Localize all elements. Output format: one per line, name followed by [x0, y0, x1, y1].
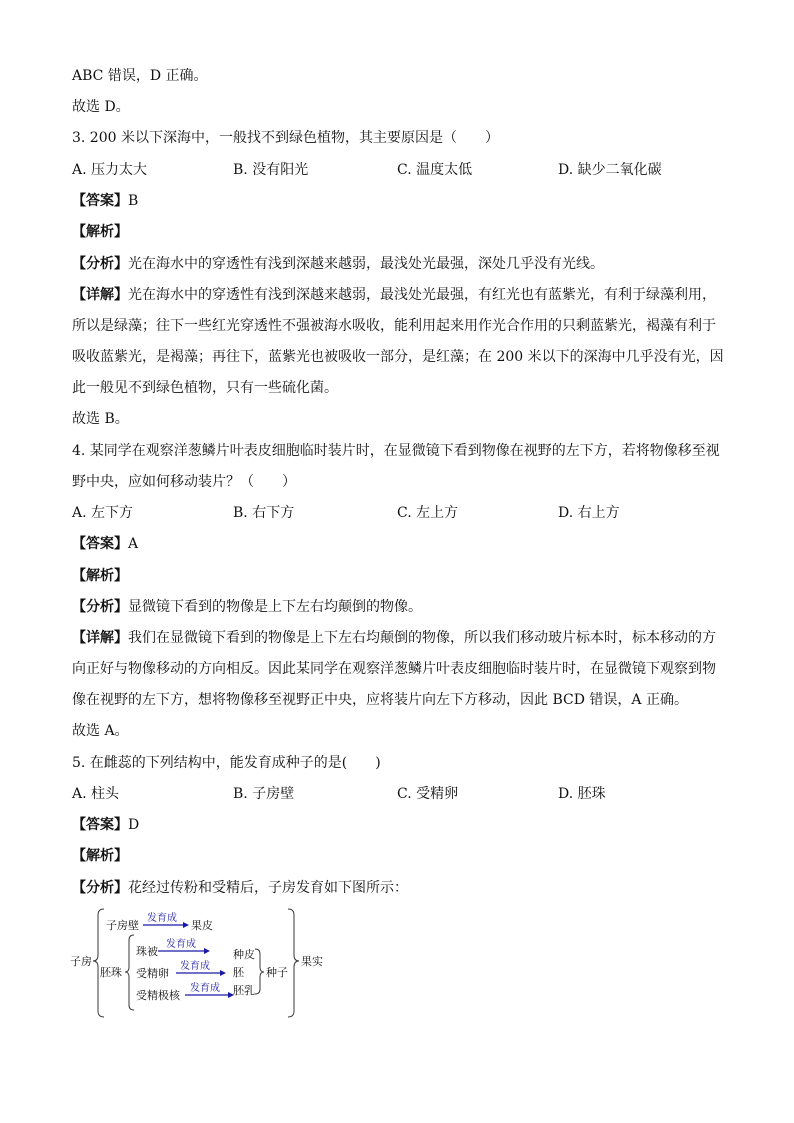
- text-line: 吸收蓝紫光，是褐藻；再往下，蓝紫光也被吸收一部分，是红藻；在 200 米以下的深海中几乎没有光，因: [72, 349, 724, 365]
- jiexi-label: 【解析】: [72, 848, 128, 864]
- fenxi-label: 【分析】: [72, 256, 128, 272]
- fenxi-line: [72, 254, 604, 274]
- text-line: 向正好与物像移动的方向相反。因此某同学在观察洋葱鳞片叶表皮细胞临时装片时，在显微镜下观察到物: [72, 661, 716, 677]
- ovary-development-diagram: [68, 905, 338, 1021]
- ovary-brace: [93, 909, 104, 1017]
- xiangjie-text: 我们在显微镜下看到的物像是上下左右均颠倒的物像，所以我们移动玻片标本时，标本移动的方: [128, 630, 716, 646]
- xiangjie-label: 【详解】: [72, 287, 128, 303]
- xiangjie-line: [72, 628, 716, 648]
- question-3: 3. 200 米以下深海中，一般找不到绿色植物，其主要原因是（ ）: [72, 130, 499, 146]
- jiexi-line: [72, 846, 128, 866]
- seed-brace: [255, 949, 264, 994]
- q3-option-b: B. 没有阳光: [233, 162, 309, 178]
- label-fruit: 果实: [301, 955, 323, 968]
- xiangjie-label: 【详解】: [72, 630, 128, 646]
- fenxi-text: 显微镜下看到的物像是上下左右均颠倒的物像。: [128, 599, 422, 615]
- q5-option-b: B. 子房壁: [233, 786, 295, 802]
- fenxi-label: 【分析】: [72, 599, 128, 615]
- jiexi-label: 【解析】: [72, 568, 128, 584]
- answer-value: B: [128, 193, 139, 209]
- fenxi-line: [72, 597, 422, 617]
- question-4: 4. 某同学在观察洋葱鳞片叶表皮细胞临时装片时，在显微镜下看到物像在视野的左下方，若将物像移至视: [72, 443, 720, 459]
- answer-line: [72, 815, 139, 835]
- fenxi-text: 光在海水中的穿透性有浅到深越来越弱，最浅处光最强，深处几乎没有光线。: [128, 256, 604, 272]
- jiexi-line: [72, 222, 128, 242]
- answer-value: A: [128, 536, 139, 552]
- text-line: 故选 A。: [72, 723, 129, 739]
- answer-value: D: [128, 817, 140, 833]
- q3-option-c: C. 温度太低: [397, 162, 473, 178]
- label-develops: 发育成: [166, 939, 196, 950]
- q5-option-c: C. 受精卵: [397, 786, 459, 802]
- label-endosperm: 胚乳: [233, 984, 255, 997]
- q5-option-a: A. 柱头: [72, 786, 120, 802]
- jiexi-line: [72, 566, 128, 586]
- text-line: 此一般见不到绿色植物，只有一些硫化菌。: [72, 380, 338, 396]
- label-fertilized-polar: 受精极核: [136, 989, 180, 1002]
- text-line: 故选 B。: [72, 411, 129, 427]
- answer-label: 【答案】: [72, 817, 128, 833]
- answer-label: 【答案】: [72, 193, 128, 209]
- q4-option-a: A. 左下方: [72, 505, 134, 521]
- q4-option-b: B. 右下方: [233, 505, 295, 521]
- arrowhead-icon: [220, 970, 226, 976]
- q4-option-d: D. 右上方: [558, 505, 620, 521]
- label-pericarp: 果皮: [191, 919, 213, 932]
- label-fertilized-egg: 受精卵: [136, 967, 169, 980]
- label-embryo: 胚: [233, 966, 244, 979]
- question-5: 5. 在雌蕊的下列结构中，能发育成种子的是( ): [72, 755, 381, 771]
- text-line: 所以是绿藻；往下一些红光穿透性不强被海水吸收，能利用起来用作光合作用的只剩蓝紫光，褐藻有利于: [72, 318, 716, 334]
- label-seed-coat: 种皮: [233, 948, 255, 961]
- answer-line: [72, 191, 138, 211]
- label-seed: 种子: [266, 966, 288, 979]
- ovule-brace: [125, 935, 134, 1010]
- arrowhead-icon: [183, 922, 189, 928]
- answer-line: [72, 534, 138, 554]
- label-develops: 发育成: [180, 961, 210, 972]
- label-ovule: 胚珠: [100, 966, 122, 979]
- fenxi-line: [72, 878, 408, 898]
- answer-label: 【答案】: [72, 536, 128, 552]
- text-line: ABC 错误，D 正确。: [72, 68, 208, 84]
- text-line: 像在视野的左下方，想将物像移至视野正中央，应将装片向左下方移动，因此 BCD 错误，A 正确。: [72, 692, 688, 708]
- arrowhead-icon: [204, 948, 210, 954]
- xiangjie-line: [72, 285, 716, 305]
- text-line: 故选 D。: [72, 99, 130, 115]
- label-ovary: 子房: [70, 955, 92, 968]
- q3-option-a: A. 压力太大: [72, 162, 148, 178]
- label-develops: 发育成: [190, 983, 220, 994]
- fenxi-text: 花经过传粉和受精后，子房发育如下图所示：: [128, 880, 408, 896]
- fenxi-label: 【分析】: [72, 880, 128, 896]
- fruit-brace: [288, 909, 299, 1017]
- label-integument: 珠被: [136, 945, 158, 958]
- xiangjie-text: 光在海水中的穿透性有浅到深越来越弱，最浅处光最强，有红光也有蓝紫光，有利于绿藻利用，: [128, 287, 716, 303]
- label-ovary-wall: 子房壁: [106, 919, 139, 932]
- text-line: 野中央，应如何移动装片？（ ）: [72, 474, 296, 490]
- label-develops: 发育成: [147, 913, 177, 924]
- q3-option-d: D. 缺少二氧化碳: [558, 162, 662, 178]
- q4-option-c: C. 左上方: [397, 505, 459, 521]
- jiexi-label: 【解析】: [72, 224, 128, 240]
- q5-option-d: D. 胚珠: [558, 786, 606, 802]
